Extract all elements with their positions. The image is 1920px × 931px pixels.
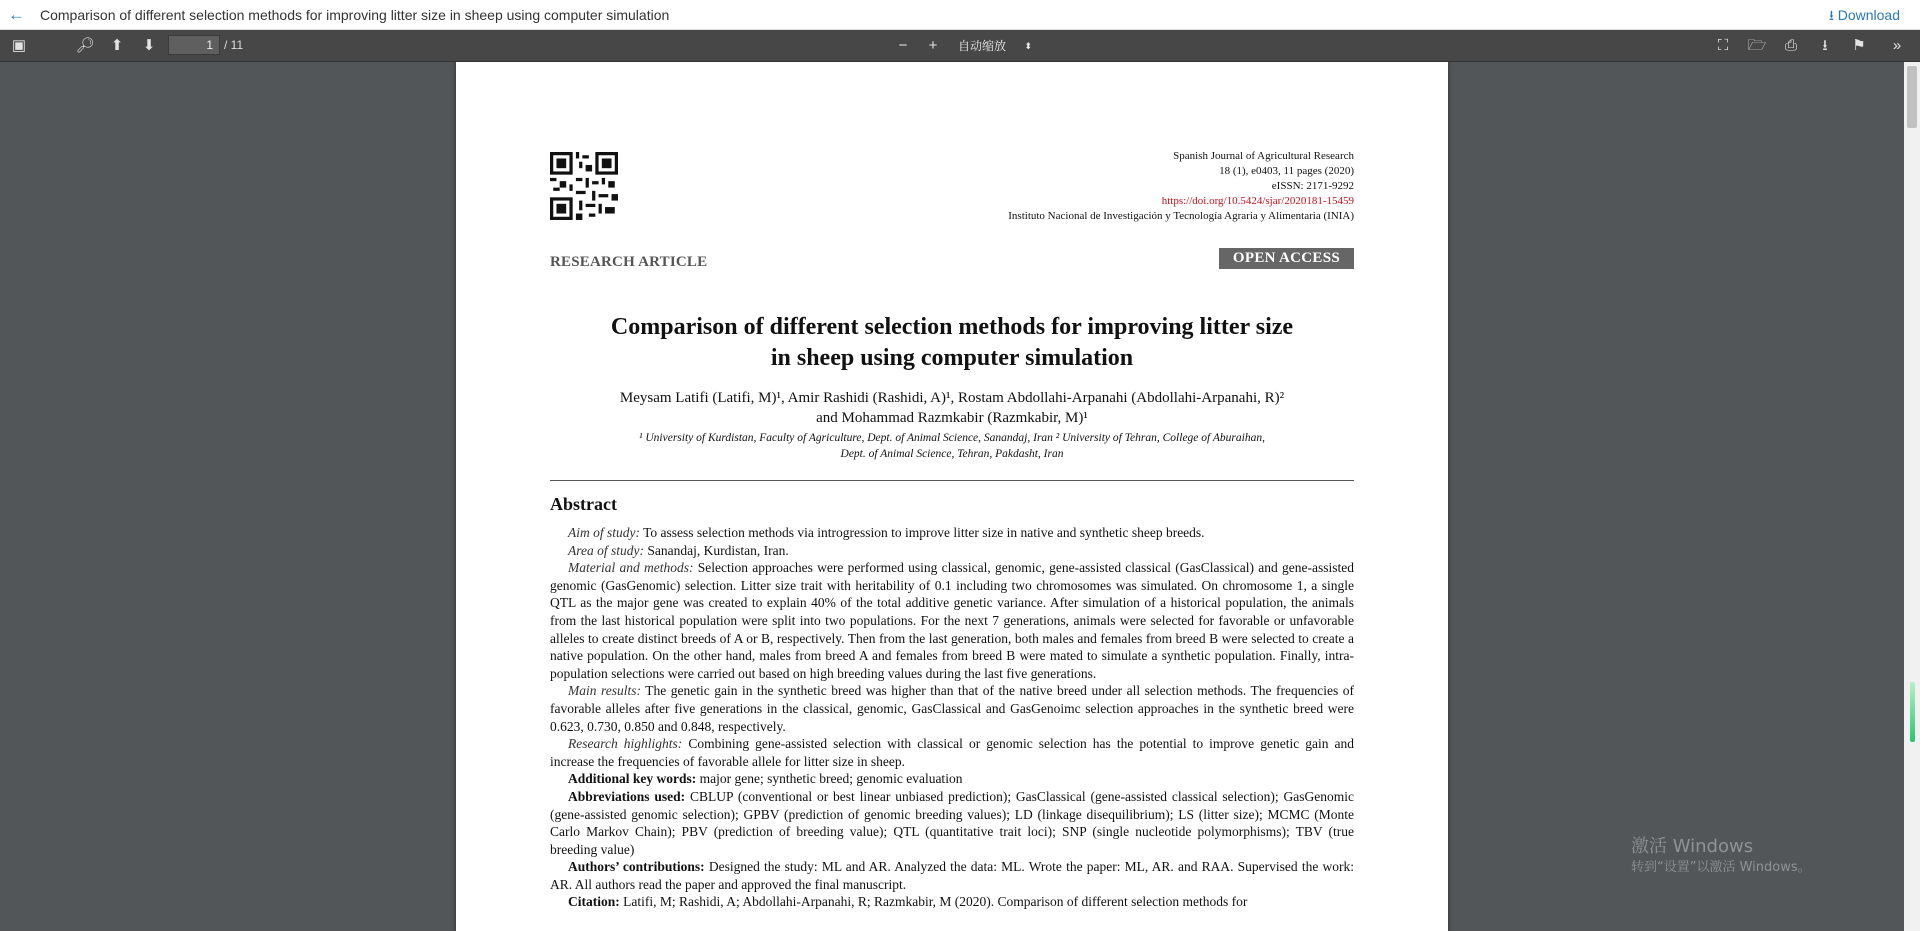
zoom-in-icon[interactable]: + <box>928 37 938 54</box>
keywords-label: Additional key words: <box>568 771 697 787</box>
abstract-text: Sanandaj, Kurdistan, Iran. <box>643 542 789 558</box>
abstract-paragraph <box>550 559 1354 682</box>
citation-label: Citation: <box>568 894 620 910</box>
open-file-icon[interactable]: 🗁︎ <box>1747 37 1767 54</box>
abstract-paragraph <box>550 735 1354 770</box>
pdf-page <box>456 62 1448 931</box>
abstract-label: Research highlights: <box>568 736 683 752</box>
previous-page-icon[interactable]: ⬆ <box>110 37 124 54</box>
affiliation-line: Dept. of Animal Science, Tehran, Pakdasht, Iran <box>840 448 1064 460</box>
open-access-badge: OPEN ACCESS <box>1219 248 1354 269</box>
page-number-input[interactable] <box>168 35 220 55</box>
contributions-label: Authors’ contributions: <box>568 859 705 875</box>
print-icon[interactable]: ⎙ <box>1784 37 1797 54</box>
abstract-label: Aim of study: <box>568 525 640 540</box>
zoom-label: 自动缩放 <box>958 39 1007 53</box>
article-type-label: RESEARCH ARTICLE <box>550 254 708 270</box>
author-list <box>550 388 1354 428</box>
authors-line: and Mohammad Razmkabir (Razmkabir, M)¹ <box>816 410 1088 426</box>
download-label: Download <box>1837 7 1900 23</box>
abstract-text: Combining gene-assisted selection with classical or genomic selection has the potential to improve genetic gain and increase the frequencies of favorable allele for litter size in sheep. <box>550 736 1354 769</box>
abstract-text: To assess selection methods via introgression to improve litter size in native and synthetic sheep breeds. <box>640 525 1205 540</box>
abstract-label: Material and methods: <box>568 560 694 576</box>
scrollbar-thumb[interactable] <box>1907 66 1917 128</box>
abstract-paragraph <box>550 542 1354 560</box>
journal-issn: eISSN: 2171-9292 <box>1271 180 1354 192</box>
qr-code-icon <box>550 152 618 220</box>
abstract-body <box>550 524 1354 911</box>
journal-publisher: Instituto Nacional de Investigación y Tecnología Agraria y Alimentaria (INIA) <box>1008 210 1354 222</box>
contributions-text: Designed the study: ML and AR. Analyzed the data: ML. Wrote the paper: ML, AR. and RAA. Supervised the work: AR. All authors read the paper and approved the final manuscript. <box>550 859 1354 892</box>
abstract-label: Area of study: <box>568 542 644 558</box>
keywords-text: major gene; synthetic breed; genomic evaluation <box>696 771 963 787</box>
watermark-line: 激活 Windows <box>1631 836 1754 857</box>
search-icon[interactable]: 🔎︎ <box>75 37 95 54</box>
abstract-label: Main results: <box>568 683 642 699</box>
divider <box>550 480 1354 481</box>
next-page-icon[interactable]: ⬇ <box>142 37 156 54</box>
zoom-select[interactable] <box>952 36 1036 56</box>
download-button[interactable] <box>1829 5 1900 29</box>
back-arrow-icon[interactable]: ← <box>8 5 25 24</box>
contributions-paragraph <box>550 858 1354 893</box>
side-indicator <box>1910 682 1915 742</box>
citation-text: Latifi, M; Rashidi, A; Abdollahi-Arpanahi, R; Razmkabir, M (2020). Comparison of different selection methods for <box>619 894 1248 910</box>
journal-info <box>1008 149 1354 224</box>
page-count: / 11 <box>224 38 244 52</box>
presentation-mode-icon[interactable]: ⛶ <box>1717 37 1729 54</box>
doi-link[interactable]: https://doi.org/10.5424/sjar/2020181-15459 <box>1161 195 1354 207</box>
abstract-text: The genetic gain in the synthetic breed was higher than that of the native breed under all selection methods. The frequencies of favorable alleles after five generations in the classical, genomic, GasClassical and GasGenoimc selection approaches in the synthetic breed were 0.623, 0.730, 0.850 and 0.848, respectively. <box>550 683 1355 734</box>
document-title: Comparison of different selection methods for improving litter size in sheep using computer simulation <box>40 7 670 23</box>
download-icon: ⭳ <box>1828 7 1834 23</box>
abstract-paragraph <box>550 524 1354 542</box>
vertical-scrollbar[interactable] <box>1904 62 1920 931</box>
abbreviations-label: Abbreviations used: <box>568 788 686 804</box>
title-bar <box>0 0 1920 30</box>
abbreviations-text: CBLUP (conventional or best linear unbiased prediction); GasClassical (gene-assisted classical selection); GasGenomic (gene-assisted genomic selection); GPBV (prediction of genomic breeding values); LD (linkage disequilibrium); LS (litter size); MCMC (Monte Carlo Markov Chain); PBV (prediction of breeding value); QTL (quantitative trait loci); SNP (single nucleotide polymorphisms); TBV (true breeding value) <box>550 788 1354 857</box>
keywords-paragraph <box>550 770 1354 788</box>
pdf-toolbar <box>0 30 1920 62</box>
abstract-heading: Abstract <box>550 494 617 514</box>
bookmark-icon[interactable]: ⚑ <box>1852 37 1866 54</box>
affiliations <box>550 430 1354 462</box>
zoom-out-icon[interactable]: − <box>898 37 908 54</box>
journal-issue: 18 (1), e0403, 11 pages (2020) <box>1219 165 1354 177</box>
abstract-text: Selection approaches were performed using classical, genomic, gene-assisted classical (GasClassical) and gene-assisted genomic (GasGenomic) selection. Litter size trait with heritability of 0.1 including two chromosomes was simulated. On chromosome 1, a single QTL as the major gene was created to explain 40% of the total additive genetic variance. After simulation of a historical population, the animals from the last historical population were split into two populations. For the next 7 generations, animals were selected for favorable or unfavorable alleles to create distinct breeds of A or B, respectively. Then from the last generation, both males and females from breed B were selected to create a native population. On the other hand, males from breed A and females from breed B were mated to simulate a synthetic population. Finally, intra-population selections were carried out based on high breeding values during the last five generations. <box>550 560 1354 681</box>
abbreviations-paragraph <box>550 788 1354 858</box>
sidebar-toggle-icon[interactable]: ▣ <box>11 37 27 54</box>
paper-title-line: Comparison of different selection methods for improving litter size <box>610 314 1294 340</box>
save-icon[interactable]: ⭳ <box>1822 37 1828 54</box>
windows-activation-watermark <box>1631 836 1811 878</box>
watermark-line: 转到“设置”以激活 Windows。 <box>1631 860 1811 875</box>
authors-line: Meysam Latifi (Latifi, M)¹, Amir Rashidi (Rashidi, A)¹, Rostam Abdollahi-Arpanahi (Abdollahi-Arpanahi, R)² <box>619 390 1285 406</box>
tools-icon[interactable]: » <box>1892 37 1902 54</box>
citation-paragraph <box>550 893 1354 911</box>
abstract-paragraph <box>550 682 1354 735</box>
document-viewer[interactable] <box>0 62 1904 931</box>
updown-caret-icon: ⬍ <box>1024 41 1032 51</box>
paper-title-line: in sheep using computer simulation <box>770 345 1134 371</box>
journal-name: Spanish Journal of Agricultural Research <box>1173 150 1354 162</box>
paper-title <box>550 312 1354 374</box>
affiliation-line: ¹ University of Kurdistan, Faculty of Agriculture, Dept. of Animal Science, Sanandaj, Iran ² University of Tehran, College of Aburaihan, <box>639 432 1265 444</box>
